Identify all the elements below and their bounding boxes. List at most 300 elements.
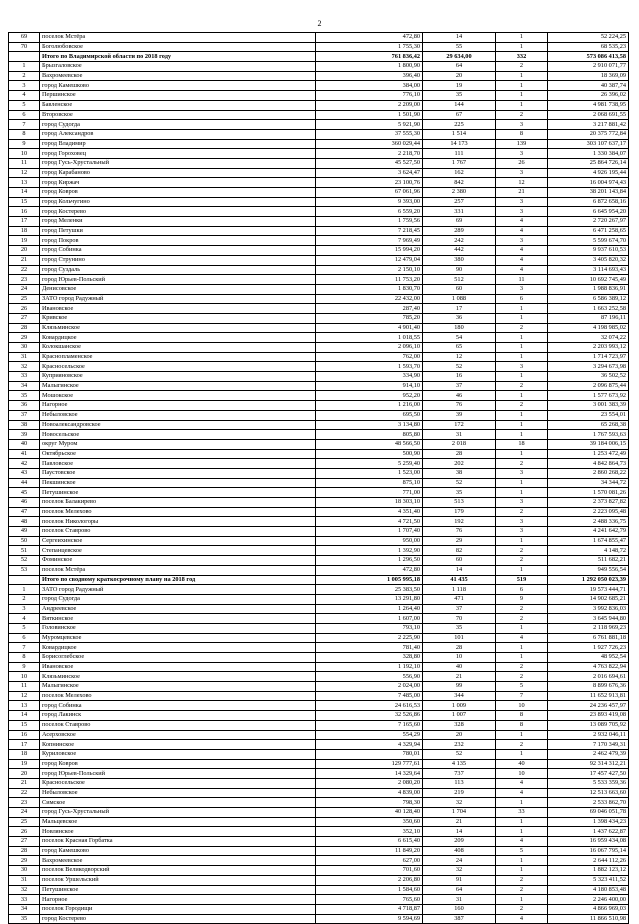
cost-value-cell: 16 004 974,43: [548, 178, 629, 188]
cost-value-cell: 1 674 855,47: [548, 536, 629, 546]
houses-count-cell: 1: [496, 304, 548, 314]
residents-count-cell: 70: [423, 614, 496, 624]
houses-count-cell: 2: [496, 875, 548, 885]
houses-count-cell: 1: [496, 391, 548, 401]
houses-count-cell: 3: [496, 517, 548, 527]
municipality-name-cell: Куриловское: [40, 749, 316, 759]
cost-value-cell: 18 369,09: [548, 71, 629, 81]
table-row: [9, 294, 629, 304]
municipality-name-cell: поселок Великодворский: [40, 866, 316, 876]
houses-count-cell: 1: [496, 623, 548, 633]
residents-count-cell: 144: [423, 100, 496, 110]
houses-count-cell: 2: [496, 62, 548, 72]
area-value-cell: 765,60: [316, 895, 423, 905]
row-number-cell: 27: [9, 837, 40, 847]
table-row: [9, 682, 629, 692]
residents-count-cell: 21: [423, 817, 496, 827]
municipality-name-cell: город Киржач: [40, 178, 316, 188]
repair-plan-table: [8, 32, 629, 924]
area-value-cell: 7 165,60: [316, 720, 423, 730]
houses-count-cell: 1: [496, 420, 548, 430]
area-value-cell: 2 080,20: [316, 778, 423, 788]
table-row: [9, 110, 629, 120]
houses-count-cell: 4: [496, 914, 548, 924]
area-value-cell: 18 303,10: [316, 498, 423, 508]
row-number-cell: 15: [9, 720, 40, 730]
area-value-cell: 13 291,80: [316, 594, 423, 604]
cost-value-cell: 2 096 875,44: [548, 381, 629, 391]
page-number: 2: [317, 19, 322, 28]
area-value-cell: 1 216,00: [316, 401, 423, 411]
cost-value-cell: 39 184 006,15: [548, 439, 629, 449]
residents-count-cell: 2 380: [423, 188, 496, 198]
cost-value-cell: 13 089 705,92: [548, 720, 629, 730]
area-value-cell: 5 259,40: [316, 459, 423, 469]
area-value-cell: 287,40: [316, 304, 423, 314]
municipality-name-cell: город Судогда: [40, 120, 316, 130]
residents-count-cell: 111: [423, 149, 496, 159]
residents-count-cell: 14: [423, 33, 496, 43]
residents-count-cell: 37: [423, 604, 496, 614]
houses-count-cell: 2: [496, 556, 548, 566]
residents-count-cell: 242: [423, 236, 496, 246]
municipality-name-cell: Муромцевское: [40, 633, 316, 643]
table-row: [9, 459, 629, 469]
houses-count-cell: 4: [496, 255, 548, 265]
area-value-cell: 15 994,20: [316, 246, 423, 256]
residents-count-cell: 202: [423, 459, 496, 469]
municipality-name-cell: город Карабаново: [40, 168, 316, 178]
cost-value-cell: 2 016 694,61: [548, 672, 629, 682]
cost-value-cell: 303 107 637,17: [548, 139, 629, 149]
municipality-name-cell: Малыгинское: [40, 381, 316, 391]
table-row: [9, 740, 629, 750]
row-number-cell: 11: [9, 682, 40, 692]
row-number-cell: 20: [9, 769, 40, 779]
row-number-cell: 16: [9, 730, 40, 740]
table-row: [9, 672, 629, 682]
cost-value-cell: 6 872 658,16: [548, 197, 629, 207]
houses-count-cell: 2: [496, 904, 548, 914]
area-value-cell: 4 839,00: [316, 788, 423, 798]
row-number-cell: 52: [9, 556, 40, 566]
table-row: [9, 817, 629, 827]
residents-count-cell: 55: [423, 42, 496, 52]
municipality-name-cell: поселок Ставрово: [40, 720, 316, 730]
houses-count-cell: 4: [496, 778, 548, 788]
area-value-cell: 384,00: [316, 81, 423, 91]
area-value-cell: 334,90: [316, 372, 423, 382]
row-number-cell: 21: [9, 255, 40, 265]
row-number-cell: 44: [9, 478, 40, 488]
cost-value-cell: 5 533 359,36: [548, 778, 629, 788]
cost-value-cell: 6 586 389,12: [548, 294, 629, 304]
houses-count-cell: 33: [496, 808, 548, 818]
municipality-name-cell: поселок Ставрово: [40, 527, 316, 537]
row-number-cell: 2: [9, 594, 40, 604]
houses-count-cell: 2: [496, 885, 548, 895]
area-value-cell: 776,10: [316, 91, 423, 101]
row-number-cell: 1: [9, 62, 40, 72]
row-number-cell: 21: [9, 778, 40, 788]
area-value-cell: 1 523,00: [316, 468, 423, 478]
municipality-name-cell: город Струнино: [40, 255, 316, 265]
table-row: [9, 372, 629, 382]
residents-count-cell: 232: [423, 740, 496, 750]
residents-count-cell: 60: [423, 556, 496, 566]
houses-count-cell: 3: [496, 362, 548, 372]
residents-count-cell: 60: [423, 284, 496, 294]
residents-count-cell: 160: [423, 904, 496, 914]
municipality-name-cell: поселок Мелехово: [40, 691, 316, 701]
area-value-cell: 1 800,90: [316, 62, 423, 72]
municipality-name-cell: Павловское: [40, 459, 316, 469]
residents-count-cell: 14: [423, 827, 496, 837]
houses-count-cell: 8: [496, 720, 548, 730]
houses-count-cell: 1: [496, 798, 548, 808]
cost-value-cell: 4 180 853,48: [548, 885, 629, 895]
residents-count-cell: 17: [423, 304, 496, 314]
area-value-cell: 1 296,50: [316, 556, 423, 566]
cost-value-cell: 17 457 427,50: [548, 769, 629, 779]
cost-value-cell: 1 927 726,23: [548, 643, 629, 653]
cost-value-cell: 3 217 881,42: [548, 120, 629, 130]
residents-count-cell: 20: [423, 71, 496, 81]
table-row: [9, 798, 629, 808]
residents-count-cell: 328: [423, 720, 496, 730]
cost-value-cell: 4 148,72: [548, 546, 629, 556]
residents-count-cell: 113: [423, 778, 496, 788]
municipality-name-cell: ЗАТО город Радужный: [40, 585, 316, 595]
houses-count-cell: 1: [496, 449, 548, 459]
cost-value-cell: 3 114 693,43: [548, 265, 629, 275]
houses-count-cell: 2: [496, 604, 548, 614]
cost-value-cell: 3 992 836,03: [548, 604, 629, 614]
cost-value-cell: 16 067 795,14: [548, 846, 629, 856]
row-number-cell: 13: [9, 178, 40, 188]
municipality-name-cell: Паустовское: [40, 468, 316, 478]
row-number-cell: 4: [9, 91, 40, 101]
residents-count-cell: 344: [423, 691, 496, 701]
houses-count-cell: 1: [496, 333, 548, 343]
houses-count-cell: 2: [496, 662, 548, 672]
cost-value-cell: 65 268,38: [548, 420, 629, 430]
residents-count-cell: 46: [423, 391, 496, 401]
row-number-cell: 17: [9, 740, 40, 750]
municipality-name-cell: город Покров: [40, 236, 316, 246]
table-row: [9, 81, 629, 91]
houses-count-cell: 1: [496, 895, 548, 905]
houses-count-cell: 4: [496, 265, 548, 275]
houses-count-cell: 1: [496, 866, 548, 876]
row-number-cell: 34: [9, 381, 40, 391]
area-value-cell: 1 584,60: [316, 885, 423, 895]
cost-value-cell: 4 842 864,73: [548, 459, 629, 469]
houses-count-cell: 1: [496, 817, 548, 827]
row-number-cell: 6: [9, 110, 40, 120]
area-value-cell: 875,10: [316, 478, 423, 488]
municipality-name-cell: город Ковров: [40, 188, 316, 198]
houses-count-cell: 4: [496, 633, 548, 643]
residents-count-cell: 737: [423, 769, 496, 779]
area-value-cell: 1 264,40: [316, 604, 423, 614]
cost-value-cell: 68 535,23: [548, 42, 629, 52]
houses-count-cell: 3: [496, 236, 548, 246]
cost-value-cell: 9 937 610,53: [548, 246, 629, 256]
row-number-cell: 23: [9, 798, 40, 808]
residents-count-cell: 172: [423, 420, 496, 430]
municipality-name-cell: город Камешково: [40, 81, 316, 91]
table-row: [9, 478, 629, 488]
row-number-cell: 3: [9, 604, 40, 614]
table-row: [9, 643, 629, 653]
area-value-cell: 627,00: [316, 856, 423, 866]
row-number-cell: 14: [9, 711, 40, 721]
row-number-cell: 22: [9, 788, 40, 798]
cost-value-cell: 2 910 071,77: [548, 62, 629, 72]
municipality-name-cell: Клязьминское: [40, 672, 316, 682]
houses-count-cell: 10: [496, 701, 548, 711]
municipality-name-cell: Красносельское: [40, 362, 316, 372]
area-value-cell: 3 624,47: [316, 168, 423, 178]
houses-count-cell: 2: [496, 323, 548, 333]
cost-value-cell: 3 001 383,39: [548, 401, 629, 411]
table-row: [9, 856, 629, 866]
row-number-cell: 12: [9, 168, 40, 178]
table-row: [9, 711, 629, 721]
table-row: [9, 498, 629, 508]
row-number-cell: 45: [9, 488, 40, 498]
municipality-name-cell: город Суздаль: [40, 265, 316, 275]
cost-value-cell: 6 471 258,65: [548, 226, 629, 236]
residents-count-cell: 513: [423, 498, 496, 508]
residents-count-cell: 257: [423, 197, 496, 207]
houses-count-cell: 1: [496, 488, 548, 498]
table-row: [9, 662, 629, 672]
houses-count-cell: 3: [496, 197, 548, 207]
table-row: [9, 362, 629, 372]
residents-count-cell: 14: [423, 565, 496, 575]
houses-count-cell: 3: [496, 468, 548, 478]
residents-count-cell: 24: [423, 856, 496, 866]
residents-count-cell: 10: [423, 653, 496, 663]
table-row: [9, 720, 629, 730]
municipality-name-cell: город Камешково: [40, 846, 316, 856]
cost-value-cell: 36 502,52: [548, 372, 629, 382]
area-value-cell: 7 485,00: [316, 691, 423, 701]
residents-count-cell: 1 514: [423, 129, 496, 139]
table-row: [9, 585, 629, 595]
row-number-cell: 14: [9, 188, 40, 198]
row-number-cell: 70: [9, 42, 40, 52]
area-value-cell: 25 383,50: [316, 585, 423, 595]
table-row: [9, 178, 629, 188]
area-value-cell: 396,40: [316, 71, 423, 81]
table-row: [9, 284, 629, 294]
municipality-name-cell: Новосельское: [40, 430, 316, 440]
cost-value-cell: 4 866 969,03: [548, 904, 629, 914]
municipality-name-cell: Краснопламенское: [40, 352, 316, 362]
residents-count-cell: 37: [423, 381, 496, 391]
area-value-cell: 4 901,40: [316, 323, 423, 333]
table-row: [9, 633, 629, 643]
houses-count-cell: 1: [496, 536, 548, 546]
houses-count-cell: 18: [496, 439, 548, 449]
residents-count-cell: 35: [423, 488, 496, 498]
municipality-name-cell: Бавленское: [40, 100, 316, 110]
cost-value-cell: 23 554,01: [548, 410, 629, 420]
municipality-name-cell: город Кольчугино: [40, 197, 316, 207]
table-row: [9, 323, 629, 333]
cost-value-cell: 1 714 723,97: [548, 352, 629, 362]
cost-value-cell: 2 488 336,75: [548, 517, 629, 527]
table-row: [9, 188, 629, 198]
houses-count-cell: 2: [496, 381, 548, 391]
houses-count-cell: 4: [496, 837, 548, 847]
municipality-name-cell: Фоминское: [40, 556, 316, 566]
table-row: [9, 439, 629, 449]
houses-count-cell: 1: [496, 478, 548, 488]
municipality-name-cell: Ковардицкое: [40, 333, 316, 343]
area-value-cell: 701,60: [316, 866, 423, 876]
table-row: [9, 875, 629, 885]
table-row: [9, 885, 629, 895]
cost-value-cell: 1 437 622,87: [548, 827, 629, 837]
houses-count-cell: 3: [496, 207, 548, 217]
table-row: [9, 653, 629, 663]
row-number-cell: 36: [9, 401, 40, 411]
residents-count-cell: 90: [423, 265, 496, 275]
area-value-cell: 328,80: [316, 653, 423, 663]
area-value-cell: 14 329,64: [316, 769, 423, 779]
row-number-cell: 39: [9, 430, 40, 440]
residents-count-cell: 408: [423, 846, 496, 856]
area-value-cell: 805,80: [316, 430, 423, 440]
cost-value-cell: 4 198 985,02: [548, 323, 629, 333]
municipality-name-cell: город Судогда: [40, 594, 316, 604]
houses-count-cell: 1: [496, 730, 548, 740]
residents-count-cell: 65: [423, 343, 496, 353]
area-value-cell: 1 005 995,18: [316, 575, 423, 585]
cost-value-cell: 92 314 312,21: [548, 759, 629, 769]
municipality-name-cell: Вахромеевское: [40, 856, 316, 866]
houses-count-cell: 1: [496, 827, 548, 837]
houses-count-cell: 1: [496, 856, 548, 866]
municipality-name-cell: город Собинка: [40, 246, 316, 256]
cost-value-cell: 3 405 820,32: [548, 255, 629, 265]
table-row: [9, 749, 629, 759]
area-value-cell: 2 150,10: [316, 265, 423, 275]
municipality-name-cell: Кривское: [40, 313, 316, 323]
municipality-name-cell: город Гусь-Хрустальный: [40, 158, 316, 168]
area-value-cell: 40 128,40: [316, 808, 423, 818]
houses-count-cell: 2: [496, 401, 548, 411]
table-row: [9, 158, 629, 168]
cost-value-cell: 2 118 969,23: [548, 623, 629, 633]
row-number-cell: 11: [9, 158, 40, 168]
municipality-name-cell: город Петушки: [40, 226, 316, 236]
row-number-cell: 34: [9, 904, 40, 914]
municipality-name-cell: Октябрьское: [40, 449, 316, 459]
municipality-name-cell: Ивановское: [40, 662, 316, 672]
residents-count-cell: 76: [423, 527, 496, 537]
houses-count-cell: 12: [496, 178, 548, 188]
cost-value-cell: 32 074,22: [548, 333, 629, 343]
cost-value-cell: 24 236 457,97: [548, 701, 629, 711]
houses-count-cell: 2: [496, 546, 548, 556]
residents-count-cell: 19: [423, 81, 496, 91]
cost-value-cell: 2 644 112,26: [548, 856, 629, 866]
residents-count-cell: 28: [423, 449, 496, 459]
table-row: [9, 226, 629, 236]
houses-count-cell: 1: [496, 643, 548, 653]
houses-count-cell: 4: [496, 246, 548, 256]
cost-value-cell: 1 570 081,26: [548, 488, 629, 498]
municipality-name-cell: Нагорное: [40, 401, 316, 411]
row-number-cell: 43: [9, 468, 40, 478]
area-value-cell: 472,80: [316, 565, 423, 575]
table-row: [9, 556, 629, 566]
table-row: [9, 827, 629, 837]
row-number-cell: 5: [9, 623, 40, 633]
residents-count-cell: 1 767: [423, 158, 496, 168]
table-row: [9, 895, 629, 905]
houses-count-cell: 7: [496, 691, 548, 701]
municipality-name-cell: Итого по сводному краткосрочному плану на 2018 год: [40, 575, 316, 585]
area-value-cell: 11 753,20: [316, 275, 423, 285]
residents-count-cell: 91: [423, 875, 496, 885]
municipality-name-cell: округ Муром: [40, 439, 316, 449]
row-number-cell: 23: [9, 275, 40, 285]
cost-value-cell: 6 645 954,20: [548, 207, 629, 217]
row-number-cell: 46: [9, 498, 40, 508]
cost-value-cell: 1 330 384,07: [548, 149, 629, 159]
row-number-cell: 30: [9, 866, 40, 876]
municipality-name-cell: Копнинское: [40, 740, 316, 750]
row-number-cell: 20: [9, 246, 40, 256]
cost-value-cell: 4 981 738,95: [548, 100, 629, 110]
houses-count-cell: 3: [496, 284, 548, 294]
table-row: [9, 120, 629, 130]
houses-count-cell: 519: [496, 575, 548, 585]
houses-count-cell: 1: [496, 410, 548, 420]
municipality-name-cell: поселок Мстёра: [40, 33, 316, 43]
residents-count-cell: 52: [423, 478, 496, 488]
residents-count-cell: 842: [423, 178, 496, 188]
houses-count-cell: 139: [496, 139, 548, 149]
table-row: [9, 304, 629, 314]
cost-value-cell: 949 556,54: [548, 565, 629, 575]
area-value-cell: 952,20: [316, 391, 423, 401]
table-row: [9, 546, 629, 556]
cost-value-cell: 69 046 051,78: [548, 808, 629, 818]
row-number-cell: 18: [9, 749, 40, 759]
municipality-name-cell: Куприяновское: [40, 372, 316, 382]
area-value-cell: 762,00: [316, 352, 423, 362]
municipality-name-cell: Колокшанское: [40, 343, 316, 353]
row-number-cell: 47: [9, 507, 40, 517]
houses-count-cell: 1: [496, 749, 548, 759]
cost-value-cell: 2 068 691,55: [548, 110, 629, 120]
residents-count-cell: 180: [423, 323, 496, 333]
row-number-cell: 17: [9, 217, 40, 227]
area-value-cell: 3 134,80: [316, 420, 423, 430]
area-value-cell: 761 836,42: [316, 52, 423, 62]
cost-value-cell: 1 988 836,91: [548, 284, 629, 294]
area-value-cell: 2 024,00: [316, 682, 423, 692]
table-row: [9, 430, 629, 440]
row-number-cell: 69: [9, 33, 40, 43]
